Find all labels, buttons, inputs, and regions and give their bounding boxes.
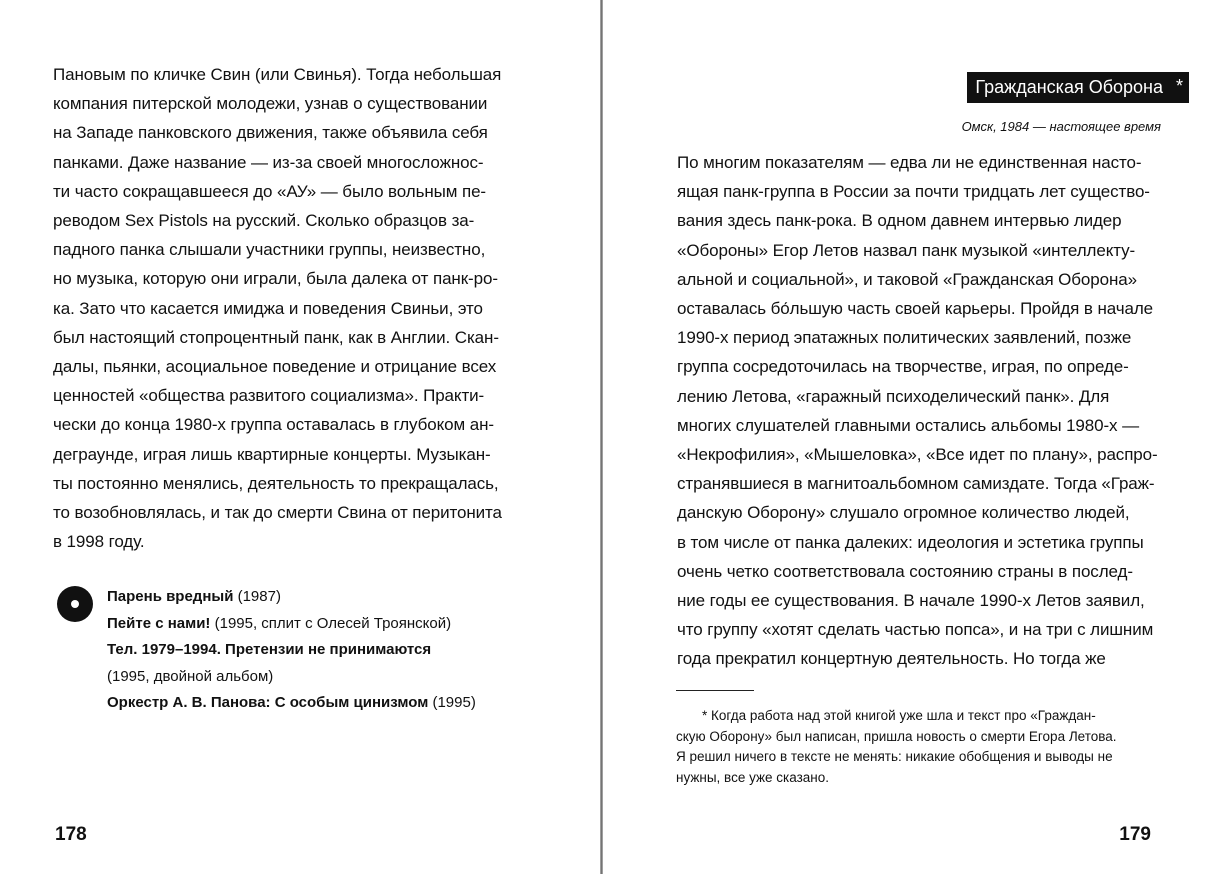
right-body-text bbox=[677, 148, 1157, 674]
text-line: но музыка, которую они играли, была далека от панк-ро- bbox=[53, 269, 498, 289]
text-line: «Некрофилия», «Мышеловка», «Все идет по плану», распро- bbox=[677, 445, 1158, 465]
left-page bbox=[0, 0, 600, 874]
text-line: деграунде, играя лишь квартирные концерты. Музыкан- bbox=[53, 444, 491, 464]
text-line: По многим показателям — едва ли не единственная насто- bbox=[677, 153, 1142, 172]
footnote-line: нужны, все уже сказано. bbox=[676, 769, 829, 785]
album-title: Оркестр А. В. Панова: С особым цинизмом bbox=[107, 694, 429, 711]
text-line: то возобновлялась, и так до смерти Свина от перитонита bbox=[53, 503, 502, 523]
footnote-mark: * bbox=[702, 708, 708, 723]
text-line: ценностей «общества развитого социализма». Практи- bbox=[53, 386, 485, 406]
text-line: падного панка слышали участники группы, неизвестно, bbox=[53, 240, 486, 260]
discography-item bbox=[107, 690, 527, 717]
chapter-subheading: Омск, 1984 — настоящее время bbox=[961, 119, 1161, 134]
footnote-line bbox=[676, 706, 1156, 727]
text-line: в 1998 году. bbox=[53, 532, 145, 552]
text-line: года прекратил концертную деятельность. Но тогда же bbox=[677, 649, 1106, 669]
text-line: в том числе от панка далеких: идеология и эстетика группы bbox=[677, 532, 1144, 552]
disc-icon bbox=[57, 586, 93, 622]
text-line: ка. Зато что касается имиджа и поведения Свиньи, это bbox=[53, 298, 483, 318]
album-title: Пейте с нами! bbox=[107, 614, 211, 632]
text-line: панками. Даже название — из-за своей многосложнос- bbox=[53, 152, 484, 172]
text-line: лению Летова, «гаражный психоделический панк». Для bbox=[677, 386, 1110, 406]
text-line: был настоящий стопроцентный панк, как в Англии. Скан- bbox=[53, 327, 499, 347]
footnote bbox=[676, 706, 1156, 788]
discography-item bbox=[107, 611, 527, 638]
text-line: данскую Оборону» слушало огромное количество людей, bbox=[677, 503, 1130, 523]
text-line: далы, пьянки, асоциальное поведение и отрицание всех bbox=[53, 357, 497, 377]
album-title: Тел. 1979–1994. Претензии не принимаются bbox=[107, 641, 432, 658]
footnote-rule bbox=[676, 690, 754, 691]
chapter-header bbox=[967, 72, 1189, 103]
text-line: ящая панк-группа в России за почти тридцать лет существо- bbox=[677, 182, 1150, 202]
text-line: чески до конца 1980-х группа оставалась в глубоком ан- bbox=[53, 415, 494, 435]
discography-item bbox=[107, 664, 527, 691]
text-line: ние годы ее существования. В начале 1990-х Летов заявил, bbox=[677, 591, 1145, 611]
text-line: альной и социальной», и таковой «Гражданская Оборона» bbox=[677, 269, 1137, 289]
footnote-line: Я решил ничего в тексте не менять: никакие обобщения и выводы не bbox=[676, 749, 1113, 764]
text-line: реводом Sex Pistols на русский. Сколько образцов за- bbox=[53, 211, 475, 231]
text-line: ти часто сокращавшееся до «АУ» — было вольным пе- bbox=[53, 181, 486, 201]
page-number-left: 178 bbox=[55, 824, 87, 845]
text-line: на Западе панковского движения, также объявила себя bbox=[53, 123, 488, 143]
discography-list bbox=[107, 584, 527, 717]
album-note: (1987) bbox=[233, 588, 281, 605]
left-body-text bbox=[53, 60, 533, 556]
album-note: (1995, двойной альбом) bbox=[107, 667, 274, 685]
footnote-line: скую Оборону» был написан, пришла новость о смерти Егора Летова. bbox=[676, 728, 1117, 744]
text-line: ты постоянно менялись, деятельность то прекращалась, bbox=[53, 473, 499, 493]
footnote-text: Когда работа над этой книгой уже шла и текст про «Граждан- bbox=[711, 708, 1096, 723]
text-line: странявшиеся в магнитоальбомном самиздате. Тогда «Граж- bbox=[677, 474, 1155, 494]
text-line: вания здесь панк-рока. В одном давнем интервью лидер bbox=[677, 211, 1122, 231]
text-line: что группу «хотят сделать частью попса», и на три с лишним bbox=[677, 620, 1154, 640]
discography-item bbox=[107, 637, 527, 664]
text-line: группа сосредоточилась на творчестве, играя, по опреде- bbox=[677, 357, 1129, 377]
page-number-right: 179 bbox=[1119, 824, 1151, 845]
text-line: оставалась бо́льшую часть своей карьеры. Пройдя в начале bbox=[677, 299, 1154, 319]
text-line: компания питерской молодежи, узнав о существовании bbox=[53, 94, 488, 114]
text-line: Пановым по кличке Свин (или Свинья). Тогда небольшая bbox=[53, 65, 502, 84]
text-line: очень четко соответствовала состоянию страны в послед- bbox=[677, 561, 1133, 581]
footnote-marker: * bbox=[1175, 76, 1183, 96]
text-line: многих слушателей главными остались альбомы 1980-х — bbox=[677, 415, 1139, 435]
album-title: Парень вредный bbox=[107, 588, 234, 605]
text-line: 1990-х период эпатажных политических заявлений, позже bbox=[677, 328, 1132, 348]
discography-item bbox=[107, 584, 527, 611]
text-line: «Обороны» Егор Летов назвал панк музыкой «интеллекту- bbox=[677, 240, 1136, 260]
album-note: (1995) bbox=[428, 694, 476, 711]
chapter-title: Гражданская Оборона bbox=[975, 77, 1163, 97]
album-note: (1995, сплит с Олесей Троянской) bbox=[210, 614, 452, 632]
